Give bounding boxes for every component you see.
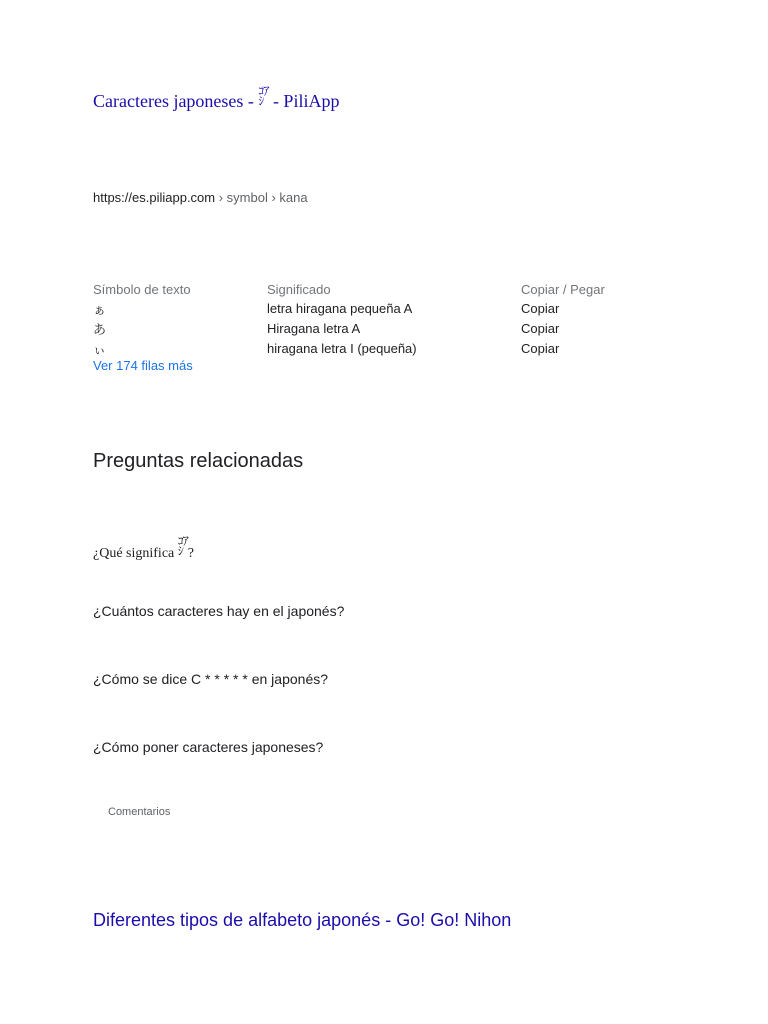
table-header-copy: Copiar / Pegar bbox=[521, 282, 605, 297]
table-cell-symbol: ぁ bbox=[93, 301, 107, 317]
table-row bbox=[93, 298, 653, 318]
table-row bbox=[93, 338, 653, 358]
comments-link[interactable]: Comentarios bbox=[108, 806, 171, 818]
question-1-glyph: ｺｱ ｼ bbox=[177, 534, 188, 558]
result-title-suffix: - PiliApp bbox=[268, 91, 340, 111]
table-cell-meaning: letra hiragana pequeña A bbox=[267, 300, 413, 316]
kana-table bbox=[93, 281, 653, 358]
table-header-row bbox=[93, 281, 653, 298]
related-question-1[interactable] bbox=[93, 536, 194, 562]
copy-button[interactable]: Copiar bbox=[521, 340, 560, 356]
more-rows-link[interactable]: Ver 174 filas más bbox=[93, 358, 193, 373]
related-question-2[interactable]: ¿Cuántos caracteres hay en el japonés? bbox=[93, 603, 345, 619]
table-row bbox=[93, 318, 653, 338]
table-header-meaning: Significado bbox=[267, 282, 331, 297]
question-1-prefix: ¿Qué significa bbox=[93, 546, 178, 561]
result-url-crumbs: › symbol › kana bbox=[215, 190, 308, 205]
copy-button[interactable]: Copiar bbox=[521, 320, 560, 336]
related-questions-heading: Preguntas relacionadas bbox=[93, 450, 304, 472]
result-title-glyph: ｺｱ ｼ bbox=[258, 84, 269, 108]
result-url-base: https://es.piliapp.com bbox=[93, 190, 216, 205]
result-title-gogonihon[interactable]: Diferentes tipos de alfabeto japonés - Go! Go! Nihon bbox=[93, 910, 512, 930]
table-header-symbol: Símbolo de texto bbox=[93, 282, 191, 297]
table-cell-symbol: ぃ bbox=[93, 341, 107, 357]
related-question-4[interactable]: ¿Cómo poner caracteres japoneses? bbox=[93, 739, 324, 755]
result-title-prefix: Caracteres japoneses - bbox=[93, 91, 259, 111]
result-url-breadcrumb[interactable] bbox=[93, 190, 308, 205]
copy-button[interactable]: Copiar bbox=[521, 300, 560, 316]
table-cell-meaning: hiragana letra I (pequeña) bbox=[267, 340, 417, 356]
table-cell-symbol: あ bbox=[93, 321, 107, 337]
table-cell-meaning: Hiragana letra A bbox=[267, 320, 361, 336]
question-1-suffix: ? bbox=[187, 546, 194, 561]
result-title-piliapp[interactable] bbox=[93, 86, 339, 112]
related-question-3[interactable]: ¿Cómo se dice C * * * * * en japonés? bbox=[93, 671, 329, 687]
